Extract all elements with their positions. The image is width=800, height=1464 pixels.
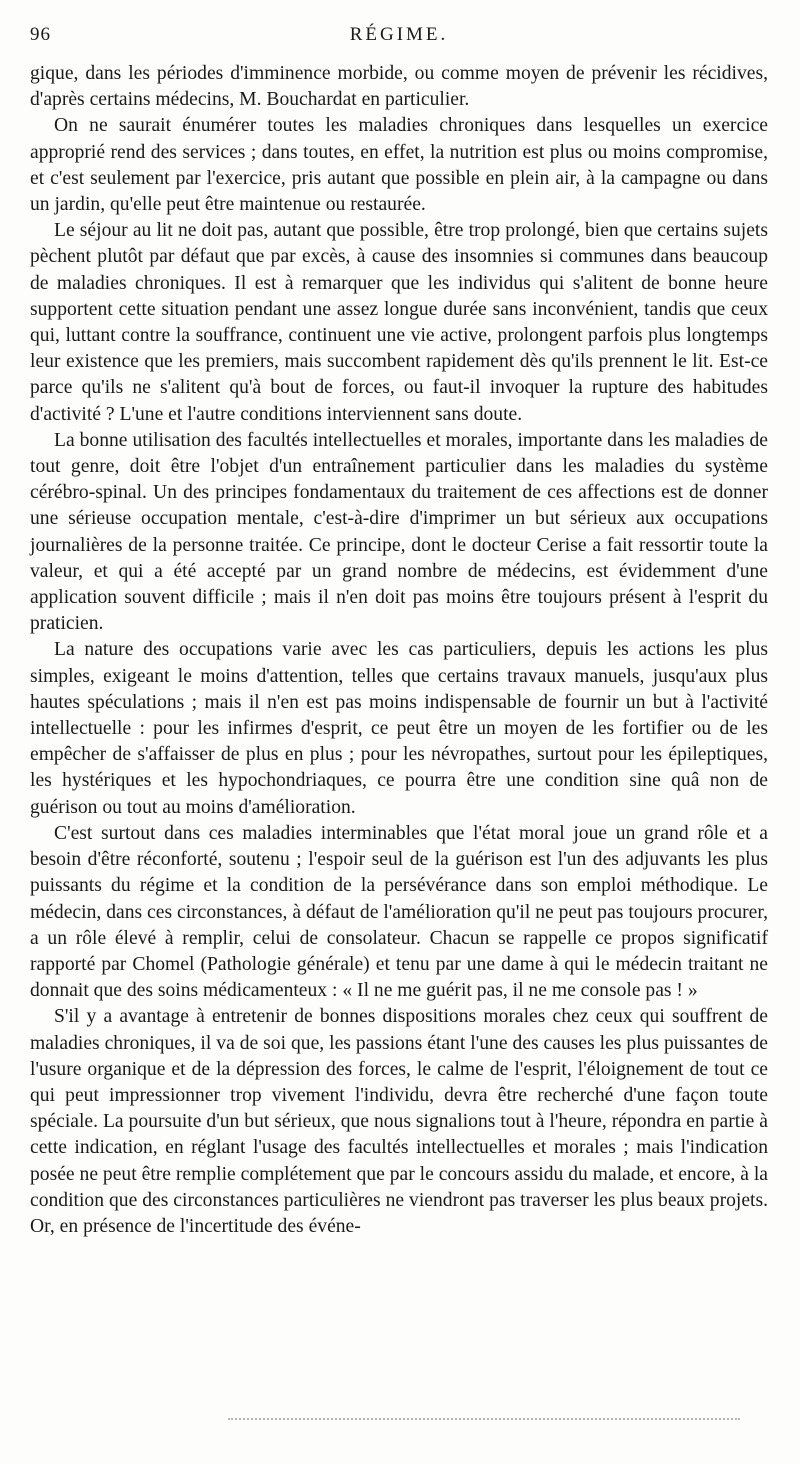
paragraph-exercise: On ne saurait énumérer toutes les maladies chroniques dans lesquelles un exercice approprié rend des services ; dans toutes, en effet, la nutrition est plus ou moins compromise, et c'est seulement par l'exercice, pris autant que possible en plein air, à la campagne ou dans un jardin, qu'elle peut être maintenue ou restaurée. bbox=[30, 115, 768, 216]
page-header bbox=[30, 24, 768, 54]
paragraph-passions: S'il y a avantage à entretenir de bonnes dispositions morales chez ceux qui souffrent de maladies chroniques, il va de soi que, les passions étant l'une des causes les plus puissantes de l'usure organique et de la dépression des forces, le calme de l'esprit, l'éloignement de tout ce qui peut impressionner trop vivement l'individu, devra être recherché d'une façon toute spéciale. La poursuite d'un but sérieux, que nous signalions tout à l'heure, répondra en partie à cette indication, en réglant l'usage des facultés intellectuelles et morales ; mais l'indication posée ne peut être remplie complétement que par le concours assidu du malade, et encore, à la condition que des circonstances particulières ne viendront pas traverser les plus beaux projets. Or, en présence de l'incertitude des événe- bbox=[30, 1006, 768, 1237]
running-head: RÉGIME. bbox=[349, 24, 449, 45]
paragraph-moral-state: C'est surtout dans ces maladies interminables que l'état moral joue un grand rôle et a besoin d'être réconforté, soutenu ; l'espoir seul de la guérison est l'un des adjuvants les plus puissants du régime et la condition de la persévérance dans son emploi méthodique. Le médecin, dans ces circonstances, à défaut de l'amélioration qu'il ne peut pas toujours procurer, a un rôle élevé à remplir, celui de consolateur. Chacun se rappelle ce propos significatif rapporté par Chomel (Pathologie générale) et tenu par une dame à qui le médecin traitant ne donnait que des soins médicamenteux : « Il ne me guérit pas, il ne me console pas ! » bbox=[30, 822, 768, 1002]
paragraph-occupations: La nature des occupations varie avec les cas particuliers, depuis les actions les plus simples, exigeant le moins d'attention, telles que certains travaux manuels, jusqu'aux plus hautes spéculations ; mais il n'en est pas moins indispensable de fournir un but à l'activité intellectuelle : pour les infirmes d'esprit, ce peut être un moyen de les fortifier ou de les empêcher de s'affaisser de plus en plus ; pour les névropathes, surtout pour les épileptiques, les hystériques et les hypochondriaques, ce pourra être une condition sine quâ non de guérison ou tout au moins d'amélioration. bbox=[30, 639, 768, 818]
body-text bbox=[30, 61, 768, 1240]
paragraph-mental-faculties: La bonne utilisation des facultés intellectuelles et morales, importante dans les maladies de tout genre, doit être l'objet d'un entraînement particulier dans les maladies du système cérébro-spinal. Un des principes fondamentaux du traitement de ces affections est de donner une sérieuse occupation mentale, c'est-à-dire d'imprimer un but sérieux aux occupations journalières de la personne traitée. Ce principe, dont le docteur Cerise a fait ressortir toute la valeur, et qui a été accepté par un grand nombre de médecins, est évidemment d'une application souvent difficile ; mais il n'en doit pas moins être toujours présent à l'esprit du praticien. bbox=[30, 429, 768, 635]
footer-dotted-rule bbox=[228, 1418, 740, 1420]
page-number: 96 bbox=[30, 24, 51, 45]
paragraph-bed-rest: Le séjour au lit ne doit pas, autant que possible, être trop prolongé, bien que certains sujets pèchent plutôt par défaut que par excès, à cause des insomnies si communes dans beaucoup de maladies chroniques. Il est à remarquer que les individus qui s'alitent de bonne heure supportent cette situation pendant une assez longue durée sans inconvénient, tandis que ceux qui, luttant contre la souffrance, continuent une vie active, prolongent parfois plus longtemps leur existence que les premiers, mais succombent rapidement dès qu'ils prennent le lit. Est-ce parce qu'ils ne s'alitent qu'à bout de forces, ou faut-il invoquer la rupture des habitudes d'activité ? L'une et l'autre conditions interviennent sans doute. bbox=[30, 220, 768, 425]
paragraph-continuation: gique, dans les périodes d'imminence morbide, ou comme moyen de prévenir les récidives, d'après certains médecins, M. Bouchardat en particulier. bbox=[30, 63, 768, 111]
